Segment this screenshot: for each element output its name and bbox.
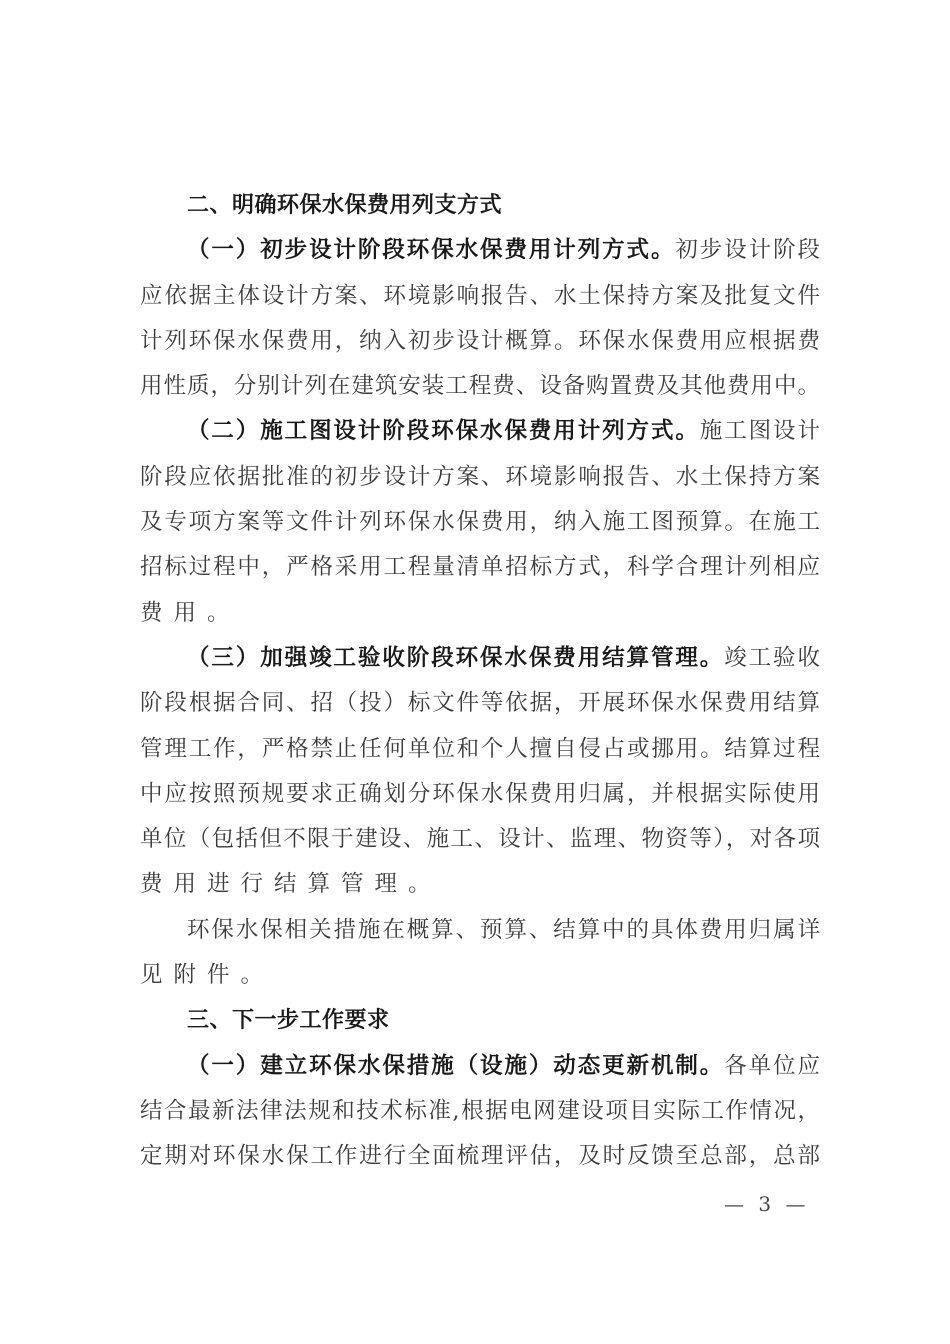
paragraph-line — [140, 636, 820, 681]
section-heading-2: 二、明确环保水保费用列支方式 — [187, 193, 503, 218]
subsection-title: （一）建立环保水保措施（设施）动态更新机制。 — [187, 1052, 725, 1079]
paragraph-line: 及专项方案等文件计列环保水保费用，纳入施工图预算。在施工 — [140, 509, 820, 536]
paragraph-line — [140, 228, 820, 273]
paragraph-line: 中应按照预规要求正确划分环保水保费用归属，并根据实际使用 — [140, 780, 820, 807]
paragraph-text: 各单位应 — [724, 1052, 820, 1079]
paragraph-line: 应依据主体设计方案、环境影响报告、水土保持方案及批复文件 — [140, 282, 820, 309]
paragraph-line: 单位（包括但不限于建设、施工、设计、监理、物资等），对各项 — [140, 826, 820, 853]
section-heading-3: 三、下一步工作要求 — [187, 1008, 390, 1034]
paragraph-line: 定期对环保水保工作进行全面梳理评估，及时反馈至总部，总部 — [140, 1143, 820, 1170]
paragraph-line — [140, 1044, 820, 1089]
paragraph-text: 竣工验收 — [724, 644, 820, 671]
paragraph-text: 施工图设计 — [699, 418, 820, 445]
paragraph-line: 见附件。 — [140, 962, 275, 989]
paragraph-line — [140, 409, 820, 454]
paragraph-line: 管理工作，严格禁止任何单位和个人擅自侵占或挪用。结算过程 — [140, 735, 820, 762]
paragraph-line: 阶段应依据批准的初步设计方案、环境影响报告、水土保持方案 — [140, 463, 820, 490]
page-number: — 3 — — [724, 1192, 810, 1216]
document-page — [140, 183, 820, 1180]
paragraph-line: 阶段根据合同、招（投）标文件等依据，开展环保水保费用结算 — [140, 690, 820, 717]
subsection-title: （一）初步设计阶段环保水保费用计列方式。 — [187, 237, 676, 264]
paragraph-line: 招标过程中，严格采用工程量清单招标方式，科学合理计列相应 — [140, 554, 820, 581]
subsection-title: （三）加强竣工验收阶段环保水保费用结算管理。 — [187, 644, 725, 671]
paragraph-line: 计列环保水保费用，纳入初步设计概算。环保水保费用应根据费 — [140, 327, 820, 354]
paragraph-line: 环保水保相关措施在概算、预算、结算中的具体费用归属详 — [187, 916, 820, 943]
paragraph-line: 结合最新法律法规和技术标准,根据电网建设项目实际工作情况， — [140, 1097, 820, 1124]
paragraph-line: 费用进行结算管理。 — [140, 871, 442, 898]
paragraph-line: 用性质，分别计列在建筑安装工程费、设备购置费及其他费用中。 — [140, 373, 820, 400]
subsection-title: （二）施工图设计阶段环保水保费用计列方式。 — [187, 418, 700, 445]
paragraph-text: 初步设计阶段 — [675, 237, 820, 264]
paragraph-line: 费用。 — [140, 599, 241, 626]
